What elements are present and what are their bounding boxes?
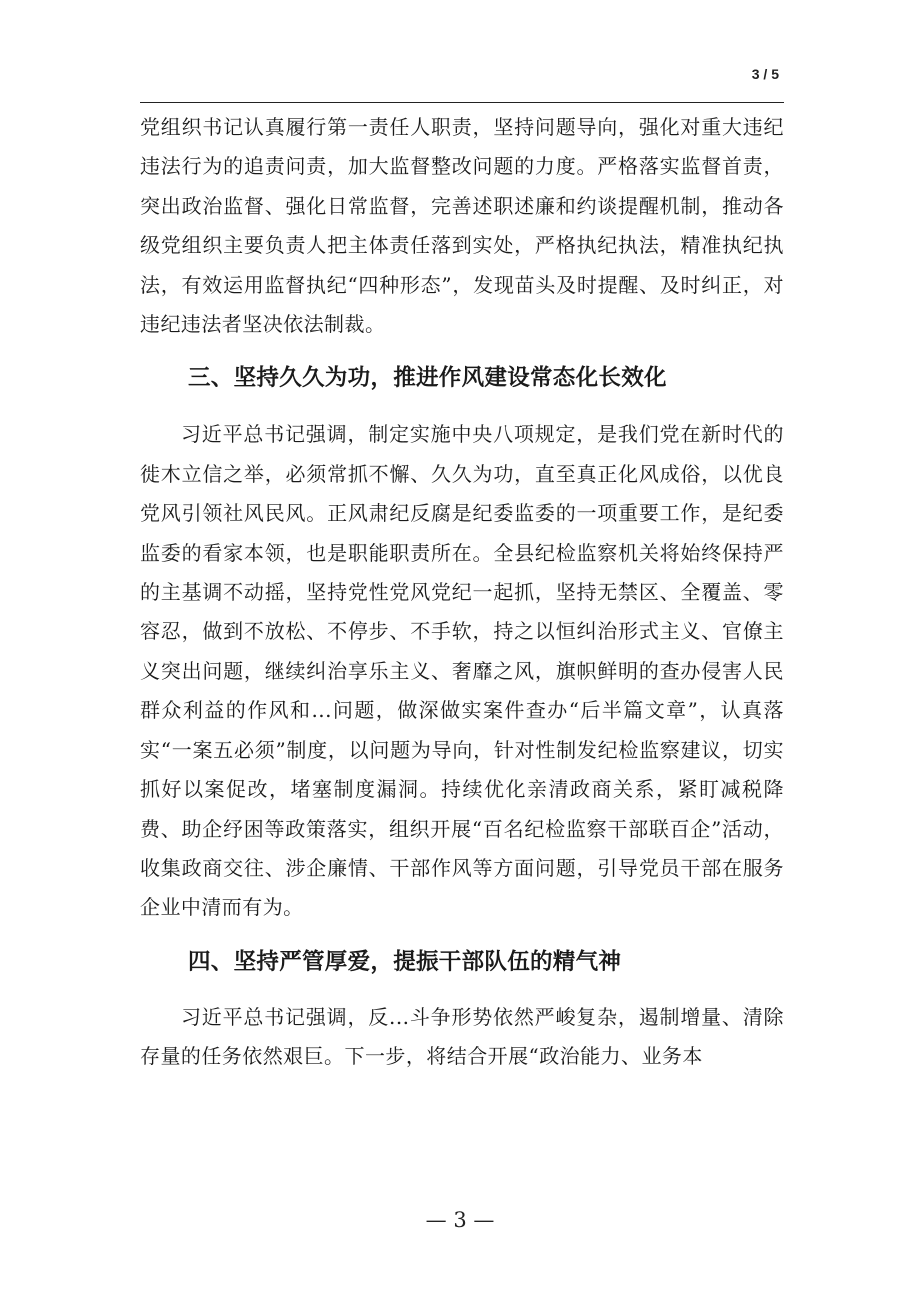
paragraph-continued: 党组织书记认真履行第一责任人职责，坚持问题导向，强化对重大违纪违法行为的追责问责，加大监督整改问题的力度。严格落实监督首责，突出政治监督、强化日常监督，完善述职述廉和约谈提醒机制，推动各级党组织主要负责人把主体责任落到实处，严格执纪执法，精准执纪执法，有效运用监督执纪“四种形态”，发现苗头及时提醒、及时纠正，对违纪违法者坚决依法制裁。 (140, 115, 784, 337)
paragraph-section-3: 习近平总书记强调，制定实施中央八项规定，是我们党在新时代的徙木立信之举，必须常抓不懈、久久为功，直至真正化风成俗，以优良党风引领社风民风。正风肃纪反腐是纪委监委的一项重要工作，是纪委监委的看家本领，也是职能职责所在。全县纪检监察机关将始终保持严的主基调不动摇，坚持党性党风党纪一起抓，坚持无禁区、全覆盖、零容忍，做到不放松、不停步、不手软，持之以恒纠治形式主义、官僚主义突出问题，继续纠治享乐主义、奢靡之风，旗帜鲜明的查办侵害人民群众利益的作风和...问题，做深做实案件查办“后半篇文章”，认真落实“一案五必须”制度，以问题为导向，针对性制发纪检监察建议，切实抓好以案促改，堵塞制度漏洞。持续优化亲清政商关系，紧盯减税降费、助企纾困等政策落实，组织开展“百名纪检监察干部联百企”活动，收集政商交往、涉企廉情、干部作风等方面问题，引导党员干部在服务企业中清而有为。 (140, 422, 784, 920)
page-counter: 3 / 5 (751, 66, 779, 82)
section-heading-3: 三、坚持久久为功，推进作风建设常态化长效化 (188, 365, 667, 392)
page-number-footer: — 3 — (425, 1208, 495, 1232)
section-heading-4: 四、坚持严管厚爱，提振干部队伍的精气神 (188, 948, 622, 975)
paragraph-section-4: 习近平总书记强调，反...斗争形势依然严峻复杂，遏制增量、清除存量的任务依然艰巨。下一步，将结合开展“政治能力、业务本 (140, 1004, 784, 1069)
document-body (140, 108, 784, 1077)
header-divider (140, 102, 784, 103)
